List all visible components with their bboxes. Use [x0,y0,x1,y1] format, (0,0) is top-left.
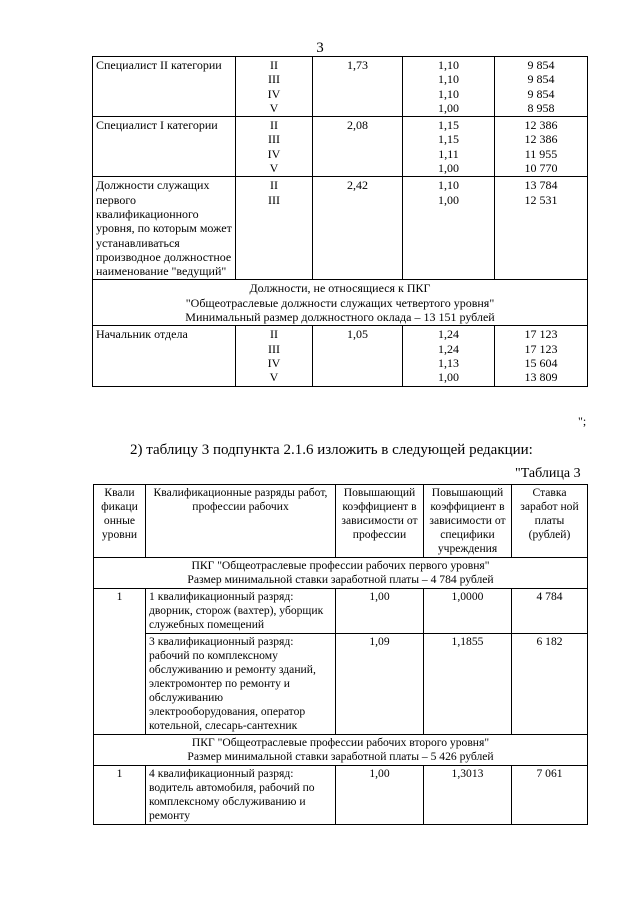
position-name: Специалист II категории [93,57,236,117]
table-row [93,177,588,280]
coefficients-cell: 1,10 1,00 [403,177,495,280]
position-name: Должности служащих первого квалификационного уровня, по которым может устанавливаться производное должностное наименование "ведущий" [93,177,236,280]
pkg-header: ПКГ "Общеотраслевые профессии рабочих первого уровня" Размер минимальной ставки заработной платы – 4 784 рублей [94,558,588,589]
salaries-cell: 13 784 12 531 [495,177,588,280]
section-header-row [93,280,588,326]
worker-rates-table [93,484,588,825]
levels-cell: II III IV V [236,117,313,177]
profession-coefficient: 1,00 [336,589,424,634]
table-row [93,326,588,386]
levels-cell: II III IV V [236,326,313,386]
amendment-instruction: 2) таблицу 3 подпункта 2.1.6 изложить в следующей редакции: [130,442,533,458]
header-qualification-level: Квали фикаци онные уровни [94,485,146,558]
profession-coefficient: 1,00 [336,766,424,825]
base-coefficient: 2,08 [313,117,403,177]
profession-coefficient: 1,09 [336,634,424,735]
position-name: Начальник отдела [93,326,236,386]
grade-description: 3 квалификационный разряд: рабочий по комплексному обслуживанию и ремонту зданий, электромонтер по ремонту и обслуживанию электрооборудования, оператор котельной, слесарь-сантехник [146,634,336,735]
position-name: Специалист I категории [93,117,236,177]
salaries-cell: 12 386 12 386 11 955 10 770 [495,117,588,177]
table-row [93,57,588,117]
qualification-level: 1 [94,766,146,825]
page-number: 3 [316,40,324,56]
header-profession-coefficient: Повышающий коэффициент в зависимости от профессии [336,485,424,558]
pkg-header: ПКГ "Общеотраслевые профессии рабочих второго уровня" Размер минимальной ставки заработной платы – 5 426 рублей [94,735,588,766]
pkg-header-row [94,735,588,766]
levels-cell: II III IV V [236,57,313,117]
base-coefficient: 1,73 [313,57,403,117]
coefficients-cell: 1,15 1,15 1,11 1,00 [403,117,495,177]
institution-coefficient: 1,0000 [424,589,512,634]
base-coefficient: 2,42 [313,177,403,280]
base-coefficient: 1,05 [313,326,403,386]
header-grades-professions: Квалификационные разряды работ, профессии рабочих [146,485,336,558]
coefficients-cell: 1,10 1,10 1,10 1,00 [403,57,495,117]
institution-coefficient: 1,3013 [424,766,512,825]
grade-description: 4 квалификационный разряд: водитель автомобиля, рабочий по комплексному обслуживанию и ремонту [146,766,336,825]
header-institution-coefficient: Повышающий коэффициент в зависимости от специфики учреждения [424,485,512,558]
wage-rate: 7 061 [512,766,588,825]
levels-cell: II III [236,177,313,280]
institution-coefficient: 1,1855 [424,634,512,735]
grade-description: 1 квалификационный разряд: дворник, сторож (вахтер), уборщик служебных помещений [146,589,336,634]
coefficients-cell: 1,24 1,24 1,13 1,00 [403,326,495,386]
pkg-header-row [94,558,588,589]
closing-quote: "; [578,414,587,428]
table-row [94,589,588,634]
wage-rate: 6 182 [512,634,588,735]
table-title: "Таблица 3 [515,466,581,481]
wage-rate: 4 784 [512,589,588,634]
qualification-level: 1 [94,589,146,735]
salaries-cell: 9 854 9 854 9 854 8 958 [495,57,588,117]
table-header-row [94,485,588,558]
table-row [94,766,588,825]
salary-table-continued [92,56,588,387]
table-row [93,117,588,177]
header-wage-rate: Ставка заработ ной платы (рублей) [512,485,588,558]
salaries-cell: 17 123 17 123 15 604 13 809 [495,326,588,386]
section-header: Должности, не относящиеся к ПКГ "Общеотраслевые должности служащих четвертого уровня" Минимальный размер должностного оклада – 13 151 рублей [93,280,588,326]
table-row [94,634,588,735]
